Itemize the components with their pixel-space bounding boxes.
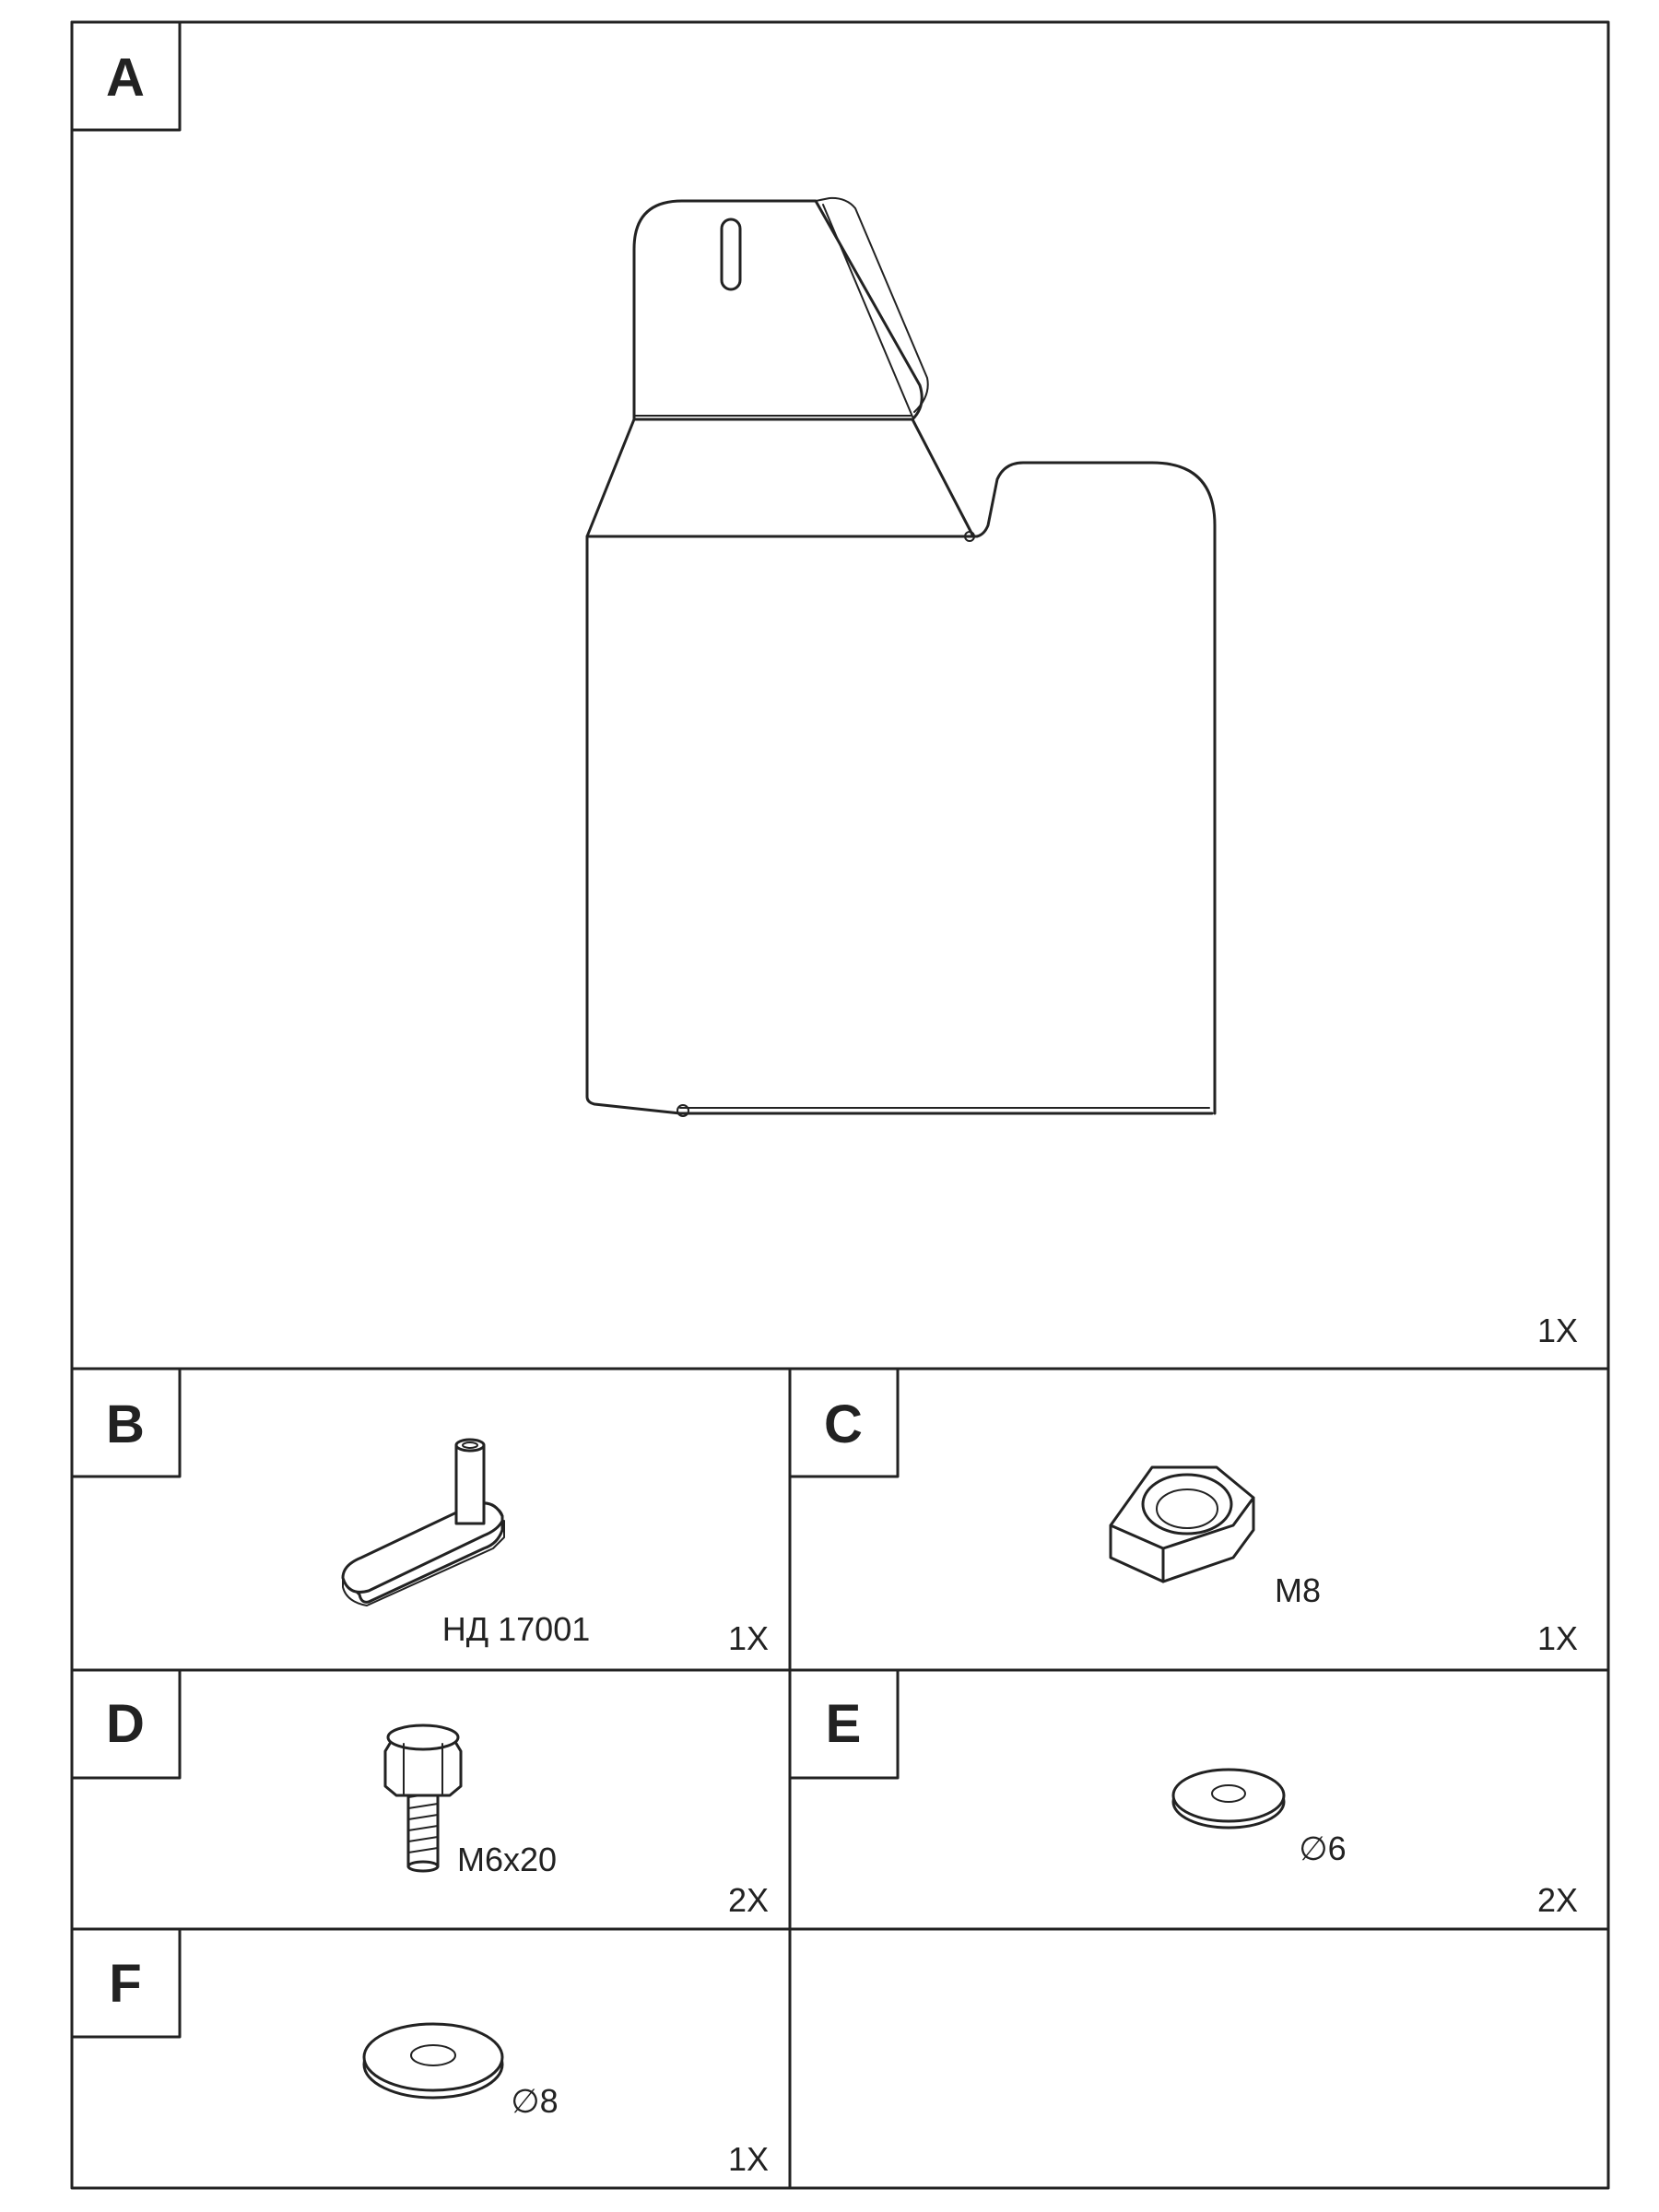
part-e-panel [790,1670,1578,1919]
part-label: E [825,1694,862,1754]
quantity-label: 1X [727,1619,769,1657]
part-b-panel [72,1369,769,1657]
part-caption: ∅6 [1299,1830,1347,1867]
part-caption: ∅8 [511,2082,559,2120]
part-caption: M6x20 [456,1841,558,1878]
outer-border [72,22,1608,2188]
washer-large-drawing [364,2024,502,2098]
slot-hole [722,219,740,289]
part-label: A [106,48,145,108]
bracket-panel-drawing [587,198,1215,1116]
part-f-panel [72,1929,769,2178]
part-a-panel [72,22,1578,1349]
quantity-label: 1X [1536,1312,1578,1349]
part-label: B [106,1394,145,1454]
grid-frame [72,22,1608,2188]
quantity-label: 1X [727,2140,769,2178]
part-d-panel [72,1670,769,1919]
hinge-pin-drawing [343,1440,504,1606]
part-caption: НД 17001 [441,1610,591,1648]
bolt-drawing [385,1725,461,1871]
quantity-label: 2X [1536,1881,1578,1919]
hex-nut-drawing [1111,1467,1253,1582]
part-caption: M8 [1274,1571,1322,1609]
part-c-panel [790,1369,1578,1657]
part-label: C [824,1394,863,1454]
quantity-label: 1X [1536,1619,1578,1657]
quantity-label: 2X [727,1881,769,1919]
part-label: F [109,1954,142,2014]
washer-small-drawing [1173,1770,1284,1828]
part-label: D [106,1694,145,1754]
